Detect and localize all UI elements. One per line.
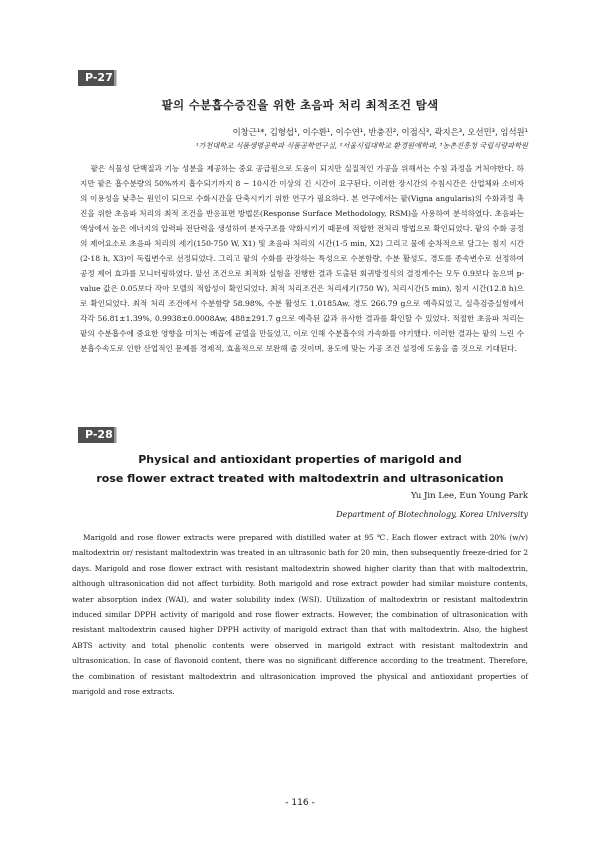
abstract-title-p27: 팥의 수분흡수증진을 위한 초음파 처리 최적조건 탐색 <box>161 98 439 112</box>
author-list-p28: Yu Jin Lee, Eun Young Park <box>410 491 528 501</box>
author-list-p27: 이창근¹*, 김형섭¹, 이수환¹, 이수연¹, 반충진², 이점식³, 곽지은³, 오선민³, 임석원¹ <box>232 127 528 137</box>
abstract-label-p28: P-28 <box>78 427 122 443</box>
abstract-title-p28-line2: rose flower extract treated with maltodextrin and ultrasonication <box>96 472 504 485</box>
affiliation-list-p27: ¹가천대학교 식품생명공학과 식품공학연구실, ²서울시립대학교 환경원예학과, ³농촌진흥청 국립식량과학원 <box>195 141 528 150</box>
abstract-body-p28: Marigold and rose flower extracts were prepared with distilled water at 95 ℃. Each flower extract with 20% (w/v) maltodextrin or/ resistant maltodextrin was treated in an ultrasonic bath for 20 min, then subsequently freeze-dried for 2 days. Marigold and rose flower extract with resistant maltodextrin showed higher clarity than that with maltodextrin, although ultrasonication did not affect turbidity. Both marigold and rose extract powder had similar moisture contents, water absorption index (WAI), and water solubility index (WSI). Utilization of maltodextrin or resistant maltodextrin induced similar DPPH activity of marigold and rose flower extracts. However, the combination of ultrasonication with resistant maltodextrin caused higher DPPH activity of marigold extract than that with maltodextrin. Also, the highest ABTS activity and total phenolic contents were observed in marigold extract with resistant maltodextrin and ultrasonication. In case of flavonoid content, there was no significant difference according to the treatment. Therefore, the combination of resistant maltodextrin and ultrasonication improved the physical and antioxidant properties of marigold and rose extracts. <box>72 533 528 697</box>
abstract-title-p28-line1: Physical and antioxidant properties of marigold and <box>138 453 462 466</box>
abstract-label-p27: P-27 <box>78 70 122 86</box>
abstract-body-p27: 팥은 식물성 단백질과 기능 성분을 제공하는 중요 공급원으로 도움이 되지만 실질적인 가공을 위해서는 수침 과정을 거처야한다. 하지만 팥은 흡수분량의 50%까지 흡수되기까지 8 ~ 10시간 이상의 긴 시간이 요구된다. 이러한 장시간의 수침시간은 산업체와 소비자의 이용성을 낮추는 원인이 되므로 수화시간을 단축시키기 위한 연구가 필요하다. 본 연구에서는 팥(Vigna angularis)의 수화과정 촉진을 위한 초음파 처리의 최적 조건을 반응표면 방법론(Response Surface Methodology, RSM)을 사용하여 분석하였다. 초음파는 액상에서 높은 에너지의 압력파 전단력을 생성하여 분자구조를 약화시키기 때문에 적합한 전처리 방법으로 확인되었다. 팥의 수화 공정의 제어요소로 초음파 처리의 세기(150-750 W, X1) 및 초음파 처리의 시간(1-5 min, X2) 그리고 물에 순차적으로 담그는 침지 시간(2-18 h, X3)이 독립변수로 선정되었다. 그리고 팥의 수화를 관장하는 특성으로 수분함량, 수분 활성도, 경도를 종속변수로 선정하여 공정 제어 효과를 모니터링하였다. 앞선 조건으로 최적화 실험을 진행한 결과 도출된 회귀방정식의 결정계수는 모두 0.9보다 높으며 p-value 값은 0.05보다 작아 모델의 적합성이 확인되었다. 최적 처리조건은 처리세기(750 W), 처리시간(5 min), 침지 시간(12.8 h)으로 확인되었다. 최적 처리 조건에서 수분함량 58.98%, 수분 활성도 1.0185Aw, 경도 266.79 g으로 예측되었고, 실측검증실험에서 각각 56.81±1.39%, 0.9938±0.0008Aw, 488±291.7 g으로 예측된 값과 유사한 결과를 확인할 수 있었다. 적절한 초음파 처리는 팥의 수분흡수에 중요한 영향을 미치는 배꼽에 균열을 만들었고, 이로 인해 수분흡수의 가속화를 야기했다. 이러한 결과는 팥의 느린 수분흡수속도로 인한 산업적인 문제를 경제적, 효율적으로 보완해 줄 것이며, 용도에 맞는 가공 조건 설정에 도움을 줄 것으로 기대된다. <box>80 164 524 353</box>
affiliation-p28: Department of Biotechnology, Korea University <box>336 510 528 519</box>
page-number: - 116 - <box>285 798 315 808</box>
